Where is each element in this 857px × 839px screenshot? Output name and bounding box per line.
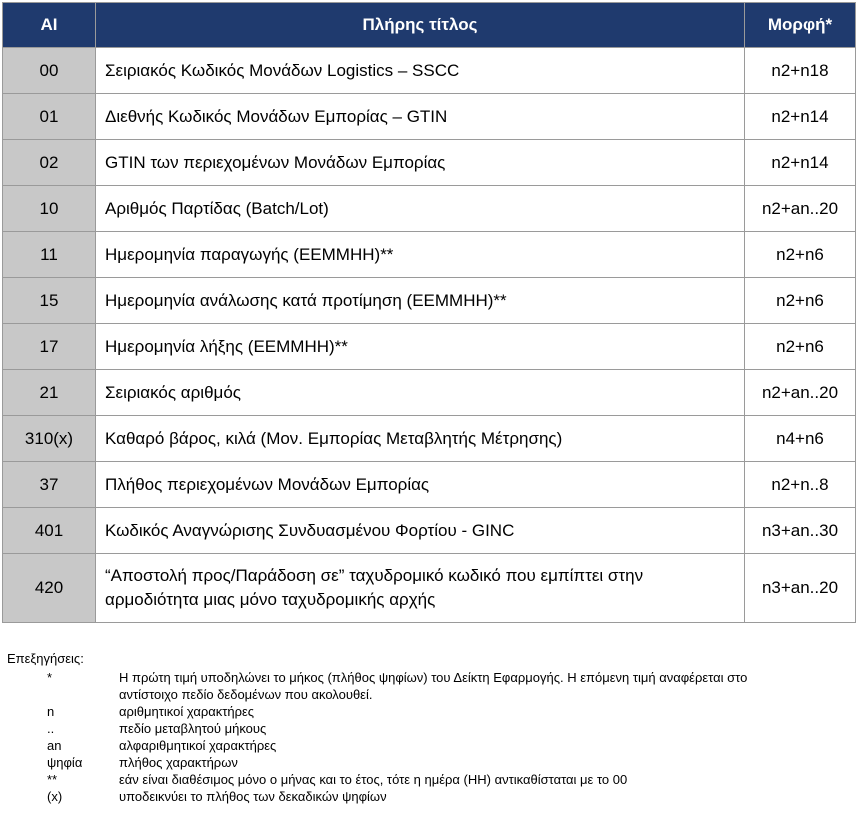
legend-item bbox=[7, 737, 852, 754]
full-title-cell: Σειριακός Κωδικός Μονάδων Logistics – SSCC bbox=[96, 48, 745, 94]
full-title-cell: GTIN των περιεχομένων Μονάδων Εμπορίας bbox=[96, 140, 745, 186]
full-title-cell: Σειριακός αριθμός bbox=[96, 370, 745, 416]
legend-item bbox=[7, 788, 852, 805]
ai-code-cell: 15 bbox=[3, 278, 96, 324]
format-cell: n2+n18 bbox=[745, 48, 856, 94]
full-title-cell: “Αποστολή προς/Παράδοση σε” ταχυδρομικό κωδικό που εμπίπτει στην αρμοδιότητα μιας μόνο ταχυδρομικής αρχής bbox=[96, 554, 745, 623]
full-title-cell: Ημερομηνία ανάλωσης κατά προτίμηση (ΕΕΜΜΗΗ)** bbox=[96, 278, 745, 324]
legend-description: εάν είναι διαθέσιμος μόνο ο μήνας και το έτος, τότε η ημέρα (ΗΗ) αντικαθίσταται με το 00 bbox=[119, 772, 628, 787]
full-title-cell: Αριθμός Παρτίδας (Batch/Lot) bbox=[96, 186, 745, 232]
legend-key: (x) bbox=[47, 789, 63, 804]
table-row bbox=[3, 186, 856, 232]
table-row bbox=[3, 94, 856, 140]
legend-description: πλήθος χαρακτήρων bbox=[119, 755, 238, 770]
header-title: Πλήρης τίτλος bbox=[96, 3, 745, 48]
legend-item bbox=[7, 754, 852, 771]
full-title-cell: Πλήθος περιεχομένων Μονάδων Εμπορίας bbox=[96, 462, 745, 508]
legend-item bbox=[7, 771, 852, 788]
legend bbox=[7, 650, 852, 805]
format-cell: n3+an..20 bbox=[745, 554, 856, 623]
legend-description: αλφαριθμητικοί χαρακτήρες bbox=[119, 738, 277, 753]
format-cell: n2+an..20 bbox=[745, 186, 856, 232]
table-row bbox=[3, 554, 856, 623]
ai-code-cell: 401 bbox=[3, 508, 96, 554]
ai-code-cell: 10 bbox=[3, 186, 96, 232]
ai-code-cell: 420 bbox=[3, 554, 96, 623]
header-format: Μορφή* bbox=[745, 3, 856, 48]
legend-description: αριθμητικοί χαρακτήρες bbox=[119, 704, 255, 719]
ai-code-cell: 00 bbox=[3, 48, 96, 94]
table-row bbox=[3, 48, 856, 94]
legend-item bbox=[7, 720, 852, 737]
ai-code-cell: 21 bbox=[3, 370, 96, 416]
format-cell: n2+n6 bbox=[745, 324, 856, 370]
legend-key: .. bbox=[47, 721, 55, 736]
ai-code-cell: 310(x) bbox=[3, 416, 96, 462]
table-row bbox=[3, 232, 856, 278]
full-title-cell: Καθαρό βάρος, κιλά (Μον. Εμπορίας Μεταβλητής Μέτρησης) bbox=[96, 416, 745, 462]
table-header-row bbox=[3, 3, 856, 48]
legend-heading: Επεξηγήσεις: bbox=[7, 651, 84, 666]
format-cell: n2+n14 bbox=[745, 94, 856, 140]
legend-item bbox=[7, 669, 852, 703]
format-cell: n2+n6 bbox=[745, 232, 856, 278]
header-ai: AI bbox=[3, 3, 96, 48]
table-body bbox=[3, 48, 856, 623]
ai-code-cell: 11 bbox=[3, 232, 96, 278]
full-title-cell: Διεθνής Κωδικός Μονάδων Εμπορίας – GTIN bbox=[96, 94, 745, 140]
legend-description: Η πρώτη τιμή υποδηλώνει το μήκος (πλήθος ψηφίων) του Δείκτη Εφαρμογής. Η επόμενη τιμή αναφέρεται στο αντίστοιχο πεδίο δεδομένων που ακολουθεί. bbox=[119, 670, 748, 702]
format-cell: n2+n14 bbox=[745, 140, 856, 186]
table-row bbox=[3, 508, 856, 554]
legend-item bbox=[7, 703, 852, 720]
legend-key: ** bbox=[47, 772, 58, 787]
legend-key: n bbox=[47, 704, 55, 719]
table-row bbox=[3, 370, 856, 416]
legend-key: an bbox=[47, 738, 62, 753]
ai-code-cell: 37 bbox=[3, 462, 96, 508]
application-identifiers-table bbox=[2, 2, 856, 623]
full-title-cell: Ημερομηνία λήξης (ΕΕΜΜΗΗ)** bbox=[96, 324, 745, 370]
table-row bbox=[3, 462, 856, 508]
legend-description: πεδίο μεταβλητού μήκους bbox=[119, 721, 267, 736]
legend-key: ψηφία bbox=[47, 755, 83, 770]
full-title-cell: Ημερομηνία παραγωγής (ΕΕΜΜΗΗ)** bbox=[96, 232, 745, 278]
format-cell: n2+an..20 bbox=[745, 370, 856, 416]
format-cell: n2+n6 bbox=[745, 278, 856, 324]
table-row bbox=[3, 140, 856, 186]
legend-key: * bbox=[47, 670, 53, 685]
format-cell: n4+n6 bbox=[745, 416, 856, 462]
format-cell: n3+an..30 bbox=[745, 508, 856, 554]
full-title-cell: Κωδικός Αναγνώρισης Συνδυασμένου Φορτίου - GINC bbox=[96, 508, 745, 554]
table-row bbox=[3, 278, 856, 324]
ai-code-cell: 17 bbox=[3, 324, 96, 370]
legend-description: υποδεικνύει το πλήθος των δεκαδικών ψηφίων bbox=[119, 789, 387, 804]
ai-code-cell: 01 bbox=[3, 94, 96, 140]
table-row bbox=[3, 324, 856, 370]
ai-code-cell: 02 bbox=[3, 140, 96, 186]
table-row bbox=[3, 416, 856, 462]
format-cell: n2+n..8 bbox=[745, 462, 856, 508]
